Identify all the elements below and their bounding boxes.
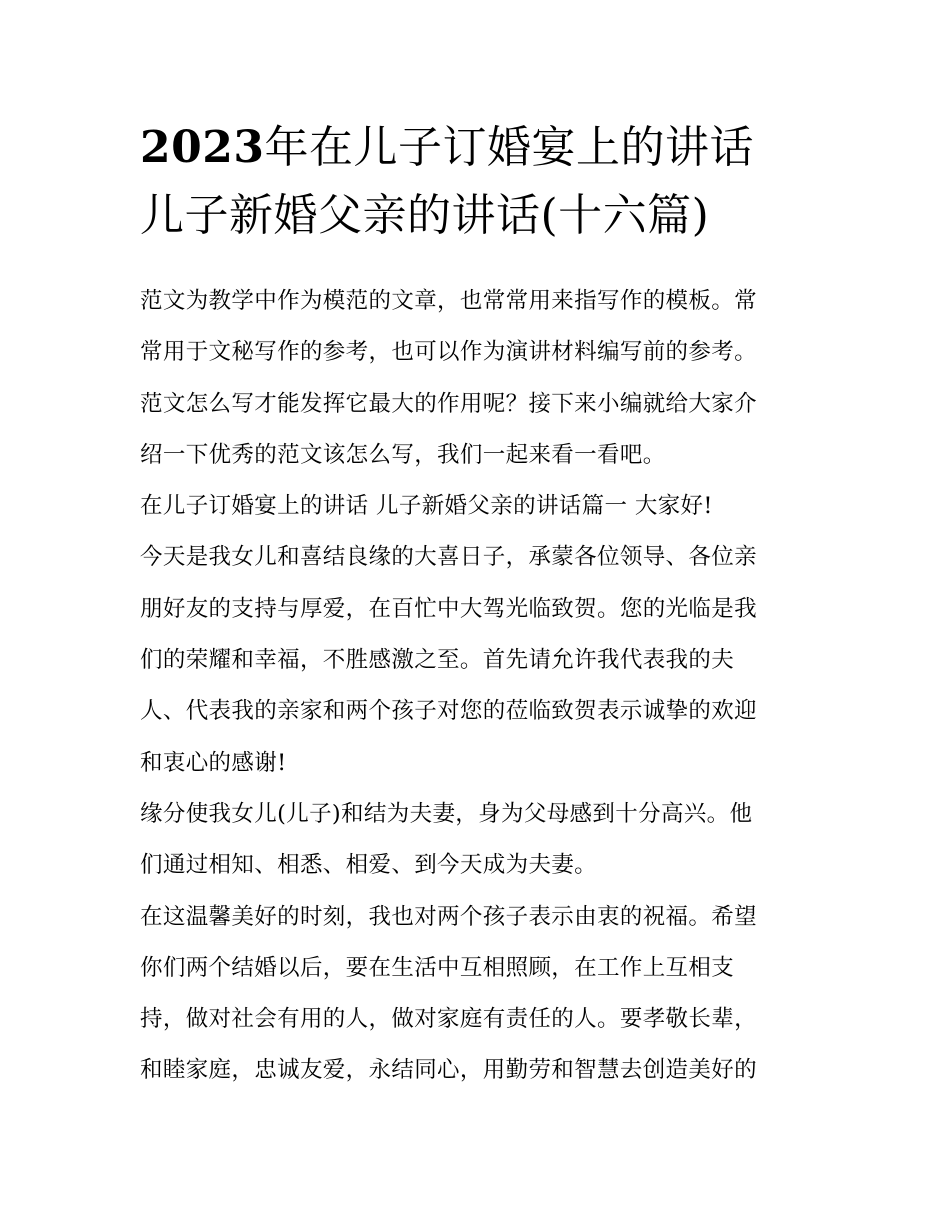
title-year: 2023 bbox=[140, 122, 265, 173]
title-line-1 bbox=[140, 114, 820, 182]
page-title bbox=[140, 114, 820, 250]
text-line: 缘分使我女儿(儿子)和结为夫妻，身为父母感到十分高兴。他 bbox=[140, 800, 753, 827]
text-line: 绍一下优秀的范文该怎么写，我们一起来看一看吧。 bbox=[140, 441, 666, 468]
title-line-2: 儿子新婚父亲的讲话(十六篇) bbox=[140, 190, 710, 241]
text-line: 你们两个结婚以后，要在生活中互相照顾，在工作上互相支 bbox=[140, 954, 735, 981]
text-line: 范文为教学中作为模范的文章，也常常用来指写作的模板。常 bbox=[140, 288, 757, 314]
document-body bbox=[140, 280, 820, 1101]
text-line: 在这温馨美好的时刻，我也对两个孩子表示由衷的祝福。希望 bbox=[140, 903, 757, 930]
text-line: 人、代表我的亲家和两个孩子对您的莅临致贺表示诚挚的欢迎 bbox=[140, 698, 757, 725]
title-line-1-text: 年在儿子订婚宴上的讲话 bbox=[264, 122, 754, 173]
text-line: 和睦家庭，忠诚友爱，永结同心，用勤劳和智慧去创造美好的 bbox=[140, 1057, 757, 1084]
text-line: 常用于文秘写作的参考，也可以作为演讲材料编写前的参考。 bbox=[140, 339, 757, 366]
text-line: 朋好友的支持与厚爱，在百忙中大驾光临致贺。您的光临是我 bbox=[140, 595, 757, 622]
text-line: 们的荣耀和幸福，不胜感激之至。首先请允许我代表我的夫 bbox=[140, 647, 735, 674]
text-line: 今天是我女儿和喜结良缘的大喜日子，承蒙各位领导、各位亲 bbox=[140, 544, 757, 571]
text-line: 范文怎么写才能发挥它最大的作用呢？接下来小编就给大家介 bbox=[140, 390, 757, 417]
text-line: 在儿子订婚宴上的讲话 儿子新婚父亲的讲话篇一 大家好! bbox=[140, 493, 713, 520]
text-line: 们通过相知、相悉、相爱、到今天成为夫妻。 bbox=[140, 852, 598, 879]
text-line: 和衷心的感谢! bbox=[140, 749, 287, 776]
text-line: 持，做对社会有用的人，做对家庭有责任的人。要孝敬长辈， bbox=[140, 1006, 757, 1033]
